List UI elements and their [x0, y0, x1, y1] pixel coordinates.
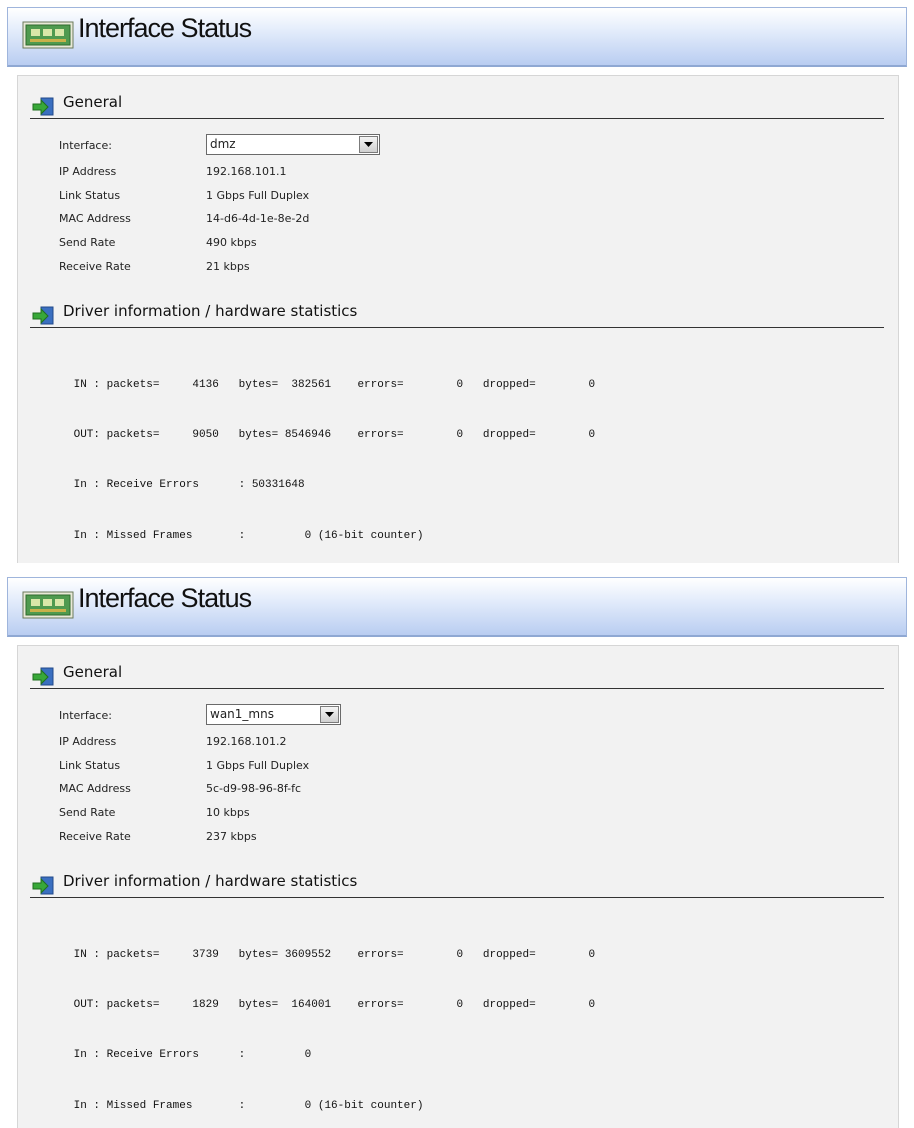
interface-label: Interface:	[59, 709, 112, 722]
content-area	[17, 75, 899, 563]
interface-select-value: wan1_mns	[210, 707, 274, 721]
stats-line: IN : packets= 4136 bytes= 382561 errors= 0 dropped= 0	[67, 378, 596, 391]
receive-rate-value: 21 kbps	[206, 260, 250, 273]
ip-address-label: IP Address	[59, 735, 117, 748]
general-section-title: General	[63, 93, 123, 111]
mac-address-value: 14-d6-4d-1e-8e-2d	[206, 212, 310, 225]
network-card-icon	[22, 19, 74, 51]
receive-rate-value: 237 kbps	[206, 830, 257, 843]
driver-section-title: Driver information / hardware statistics	[63, 302, 358, 320]
ip-address-row	[59, 735, 659, 755]
interface-select[interactable]	[206, 134, 380, 155]
driver-section-title: Driver information / hardware statistics	[63, 872, 358, 890]
ip-address-row	[59, 165, 659, 185]
driver-stats	[67, 343, 595, 563]
interface-row	[59, 709, 659, 729]
interface-select[interactable]	[206, 704, 341, 725]
send-rate-label: Send Rate	[59, 236, 116, 249]
arrow-right-icon	[32, 876, 54, 896]
interface-status-panel-1	[0, 0, 914, 563]
send-rate-row	[59, 806, 659, 826]
page-title: Interface Status	[78, 13, 252, 43]
receive-rate-label: Receive Rate	[59, 260, 131, 273]
driver-stats	[67, 913, 595, 1128]
mac-address-label: MAC Address	[59, 782, 131, 795]
general-section-title: General	[63, 663, 123, 681]
interface-label: Interface:	[59, 139, 112, 152]
interface-row	[59, 139, 659, 159]
stats-line: In : Receive Errors : 0	[67, 1049, 312, 1062]
driver-section-header	[30, 870, 884, 898]
stats-line: OUT: packets= 1829 bytes= 164001 errors= 0 dropped= 0	[67, 998, 596, 1011]
link-status-row	[59, 189, 659, 209]
arrow-right-icon	[32, 306, 54, 326]
link-status-label: Link Status	[59, 759, 121, 772]
page-header	[7, 7, 907, 67]
mac-address-row	[59, 212, 659, 232]
stats-line: In : Missed Frames : 0 (16-bit counter)	[67, 1099, 424, 1112]
arrow-right-icon	[32, 667, 54, 687]
arrow-right-icon	[32, 97, 54, 117]
send-rate-value: 10 kbps	[206, 806, 250, 819]
general-section-header	[30, 661, 884, 689]
send-rate-value: 490 kbps	[206, 236, 257, 249]
send-rate-row	[59, 236, 659, 256]
receive-rate-row	[59, 260, 659, 280]
mac-address-row	[59, 782, 659, 802]
page-header	[7, 577, 907, 637]
stats-line: OUT: packets= 9050 bytes= 8546946 errors= 0 dropped= 0	[67, 428, 596, 441]
send-rate-label: Send Rate	[59, 806, 116, 819]
general-section-header	[30, 91, 884, 119]
receive-rate-label: Receive Rate	[59, 830, 131, 843]
ip-address-value: 192.168.101.2	[206, 735, 287, 748]
mac-address-value: 5c-d9-98-96-8f-fc	[206, 782, 302, 795]
link-status-value: 1 Gbps Full Duplex	[206, 759, 310, 772]
driver-section-header	[30, 300, 884, 328]
mac-address-label: MAC Address	[59, 212, 131, 225]
stats-line: In : Missed Frames : 0 (16-bit counter)	[67, 529, 424, 542]
receive-rate-row	[59, 830, 659, 850]
content-area	[17, 645, 899, 1128]
interface-select-value: dmz	[210, 137, 236, 151]
ip-address-value: 192.168.101.1	[206, 165, 287, 178]
ip-address-label: IP Address	[59, 165, 117, 178]
stats-line: IN : packets= 3739 bytes= 3609552 errors= 0 dropped= 0	[67, 948, 596, 961]
chevron-down-icon[interactable]	[359, 136, 378, 153]
network-card-icon	[22, 589, 74, 621]
page-title: Interface Status	[78, 583, 252, 613]
link-status-label: Link Status	[59, 189, 121, 202]
stats-line: In : Receive Errors : 50331648	[67, 479, 305, 492]
interface-status-panel-2	[0, 570, 914, 1128]
link-status-row	[59, 759, 659, 779]
chevron-down-icon[interactable]	[320, 706, 339, 723]
link-status-value: 1 Gbps Full Duplex	[206, 189, 310, 202]
